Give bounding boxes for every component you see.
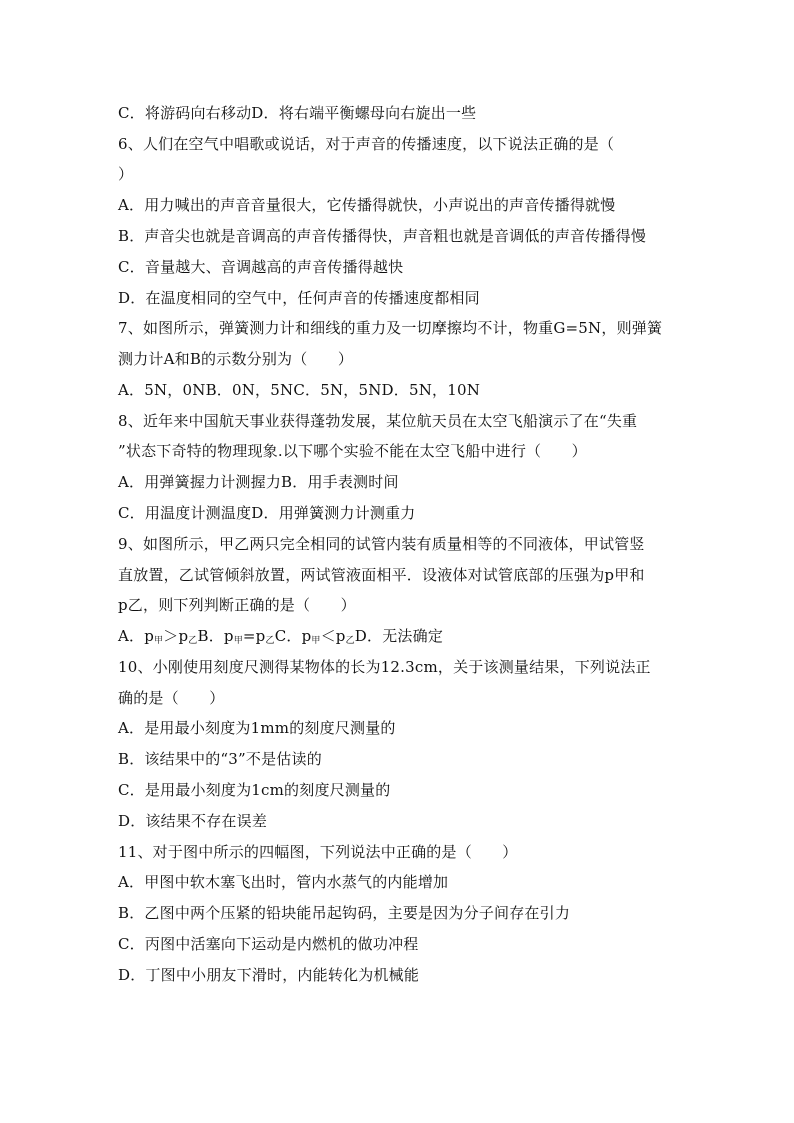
q9-option-c-mid: ＜p [320, 627, 346, 645]
q11-option-b: B．乙图中两个压紧的铅块能吊起钩码，主要是因为分子间存在引力 [118, 904, 571, 922]
q6-option-c: C．音量越大、音调越高的声音传播得越快 [118, 258, 404, 276]
q6-stem-line-2: ） [118, 165, 134, 183]
q11-option-d: D．丁图中小朋友下滑时，内能转化为机械能 [118, 966, 420, 984]
q9-option-a-sub-yi: 乙 [188, 636, 198, 646]
q9-option-b-sub-jia: 甲 [233, 636, 243, 646]
q9-option-c-prefix: C．p [274, 627, 312, 645]
q9-option-c-sub-jia: 甲 [311, 636, 321, 646]
q6-option-b: B．声音尖也就是音调高的声音传播得快，声音粗也就是音调低的声音传播得慢 [118, 227, 647, 245]
q11-option-c: C．丙图中活塞向下运动是内燃机的做功冲程 [118, 935, 419, 953]
q7-stem-line-2: 测力计A和B的示数分别为（ ） [118, 350, 354, 368]
q9-stem-line-1: 9、如图所示，甲乙两只完全相同的试管内装有质量相等的不同液体，甲试管竖 [118, 535, 645, 553]
q9-option-a-prefix: A．p [118, 627, 155, 645]
q11-stem: 11、对于图中所示的四幅图，下列说法中正确的是（ ） [118, 843, 518, 861]
q9-options [118, 626, 443, 646]
q5-options-cd: C．将游码向右移动D．将右端平衡螺母向右旋出一些 [118, 104, 477, 122]
q9-stem-line-3: p乙，则下列判断正确的是（ ） [118, 596, 356, 614]
q10-stem-line-2: 确的是（ ） [118, 689, 225, 707]
q9-option-d: D．无法确定 [354, 627, 444, 645]
q11-option-a: A．甲图中软木塞飞出时，管内水蒸气的内能增加 [118, 873, 449, 891]
q9-option-b-sub-yi: 乙 [265, 636, 275, 646]
q9-option-a-sub-jia: 甲 [154, 636, 164, 646]
q9-option-c-sub-yi: 乙 [345, 636, 355, 646]
q9-option-b-prefix: B．p [197, 627, 234, 645]
q8-options-ab: A．用弹簧握力计测握力B．用手表测时间 [118, 473, 399, 491]
q6-option-d: D．在温度相同的空气中，任何声音的传播速度都相同 [118, 289, 480, 307]
q9-stem-line-2: 直放置，乙试管倾斜放置，两试管液面相平．设液体对试管底部的压强为p甲和 [118, 566, 645, 584]
q6-option-a: A．用力喊出的声音音量很大，它传播得就快，小声说出的声音传播得就慢 [118, 196, 616, 214]
q6-stem-line-1: 6、人们在空气中唱歌或说话，对于声音的传播速度，以下说法正确的是（ [118, 135, 615, 153]
q8-stem-line-1: 8、近年来中国航天事业获得蓬勃发展，某位航天员在太空飞船演示了在“失重 [118, 412, 638, 430]
q10-option-d: D．该结果不存在误差 [118, 812, 268, 830]
q8-stem-line-2: ”状态下奇特的物理现象.以下哪个实验不能在太空飞船中进行（ ） [118, 442, 587, 460]
q10-option-b: B．该结果中的“3”不是估读的 [118, 750, 322, 768]
q10-option-a: A．是用最小刻度为1mm的刻度尺测量的 [118, 719, 396, 737]
q8-options-cd: C．用温度计测温度D．用弹簧测力计测重力 [118, 504, 416, 522]
q9-option-a-mid: ＞p [163, 627, 189, 645]
q7-stem-line-1: 7、如图所示，弹簧测力计和细线的重力及一切摩擦均不计，物重G=5N，则弹簧 [118, 319, 663, 337]
q9-option-b-mid: =p [242, 627, 266, 645]
q10-option-c: C．是用最小刻度为1cm的刻度尺测量的 [118, 781, 391, 799]
q7-options: A．5N，0NB．0N，5NC．5N，5ND．5N，10N [118, 381, 481, 399]
q10-stem-line-1: 10、小刚使用刻度尺测得某物体的长为12.3cm，关于该测量结果，下列说法正 [118, 658, 651, 676]
